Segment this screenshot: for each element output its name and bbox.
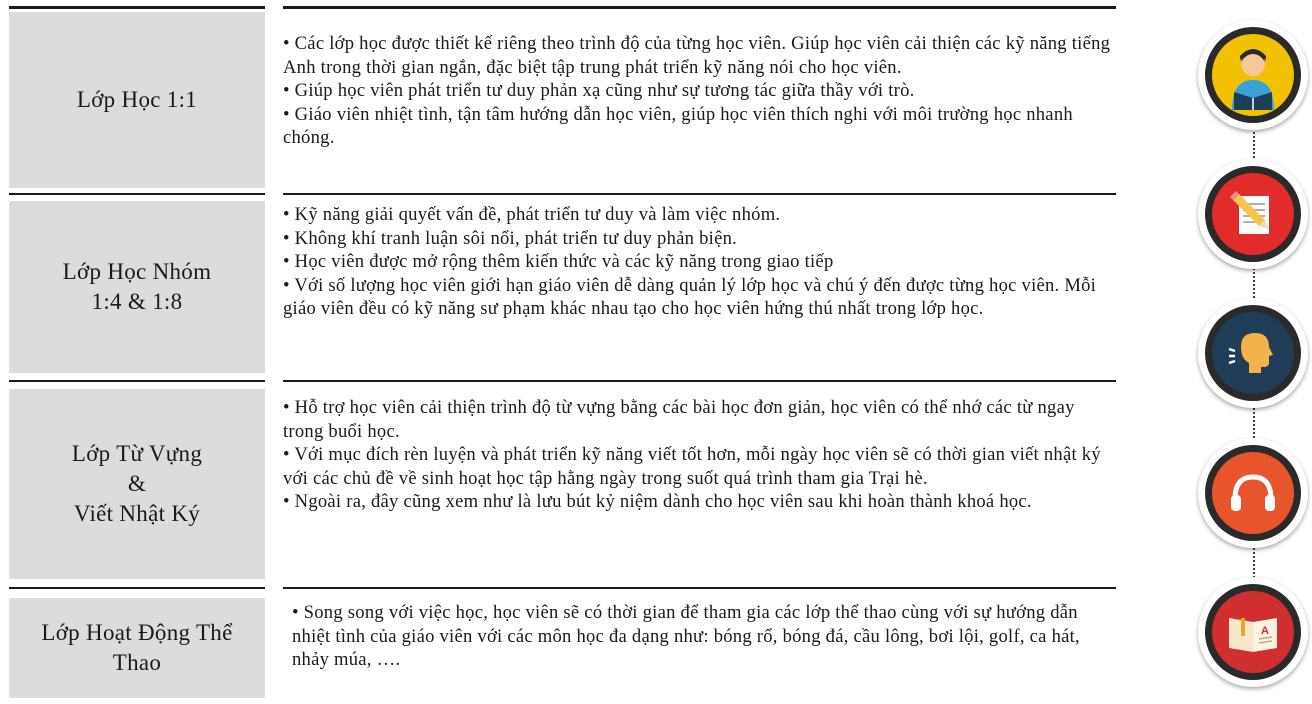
pencil-document-icon [1198,159,1308,269]
class-description-one-on-one [283,32,1118,150]
row-divider [9,193,265,195]
top-rule-left [9,6,265,9]
student-reading-icon [1198,20,1308,130]
bullet-text: • Song song với việc học, học viên sẽ có thời gian để tham gia các lớp thể thao cùng với sự hướng dẫn nhiệt tình của giáo viên với các môn học đa dạng như: bóng rổ, bóng đá, cầu lông, bơi lội, golf, ca hát, nhảy múa, …. [292,602,1080,670]
top-rule-right [283,6,1116,9]
bullet-text: • Hỗ trợ học viên cải thiện trình độ từ vựng bằng các bài học đơn giản, học viên có thể nhớ các từ ngay trong buổi học. [283,397,1075,442]
bullet-text: • Kỹ năng giải quyết vấn đề, phát triển tư duy và làm việc nhóm. [283,204,781,225]
class-label-group: Lớp Học Nhóm 1:4 & 1:8 [9,201,265,373]
class-label-vocabulary-journal: Lớp Từ Vựng & Viết Nhật Ký [9,389,265,579]
speaking-head-icon [1198,298,1308,408]
headphones-icon [1198,438,1308,548]
row-divider [9,587,265,589]
dictionary-book-icon [1198,577,1308,687]
row-divider [283,587,1116,589]
bullet-text: • Học viên được mở rộng thêm kiến thức và các kỹ năng trong giao tiếp [283,251,834,272]
bullet-text: • Với mục đích rèn luyện và phát triển kỹ năng viết tốt hơn, mỗi ngày học viên sẽ có thời gian viết nhật ký với các chủ đề về sinh hoạt học tập hằng ngày trong suốt quá trình tham gia Trại hè. [283,444,1101,489]
row-divider [283,380,1116,382]
class-description-sports [292,601,1118,672]
class-label-one-on-one: Lớp Học 1:1 [9,12,265,188]
class-description-group [283,203,1118,321]
bullet-text: • Ngoài ra, đây cũng xem như là lưu bút kỷ niệm dành cho học viên sau khi hoàn thành khoá học. [283,491,1032,512]
class-description-vocabulary-journal [283,396,1118,514]
bullet-text: • Giáo viên nhiệt tình, tận tâm hướng dẫn học viên, giúp học viên thích nghi với môi trường học nhanh chóng. [283,103,1073,148]
bullet-text: • Các lớp học được thiết kế riêng theo trình độ của từng học viên. Giúp học viên cải thiện các kỹ năng tiếng Anh trong thời gian ngắn, đặc biệt tập trung phát triển kỹ năng nói cho học viên. [283,33,1111,78]
bullet-text: • Giúp học viên phát triển tư duy phản xạ cũng như sự tương tác giữa thầy với trò. [283,80,915,101]
bullet-text: • Với số lượng học viên giới hạn giáo viên dễ dàng quản lý lớp học và chú ý đến được từng học viên. Mỗi giáo viên đều có kỹ năng sư phạm khác nhau tạo cho học viên hứng thú nhất trong lớp học. [283,274,1097,319]
row-divider [283,193,1116,195]
svg-text:A: A [1261,625,1269,637]
bullet-text: • Không khí tranh luận sôi nổi, phát triển tư duy phản biện. [283,227,738,249]
class-label-sports: Lớp Hoạt Động Thể Thao [9,598,265,698]
icon-column [1198,20,1310,700]
row-divider [9,380,265,382]
